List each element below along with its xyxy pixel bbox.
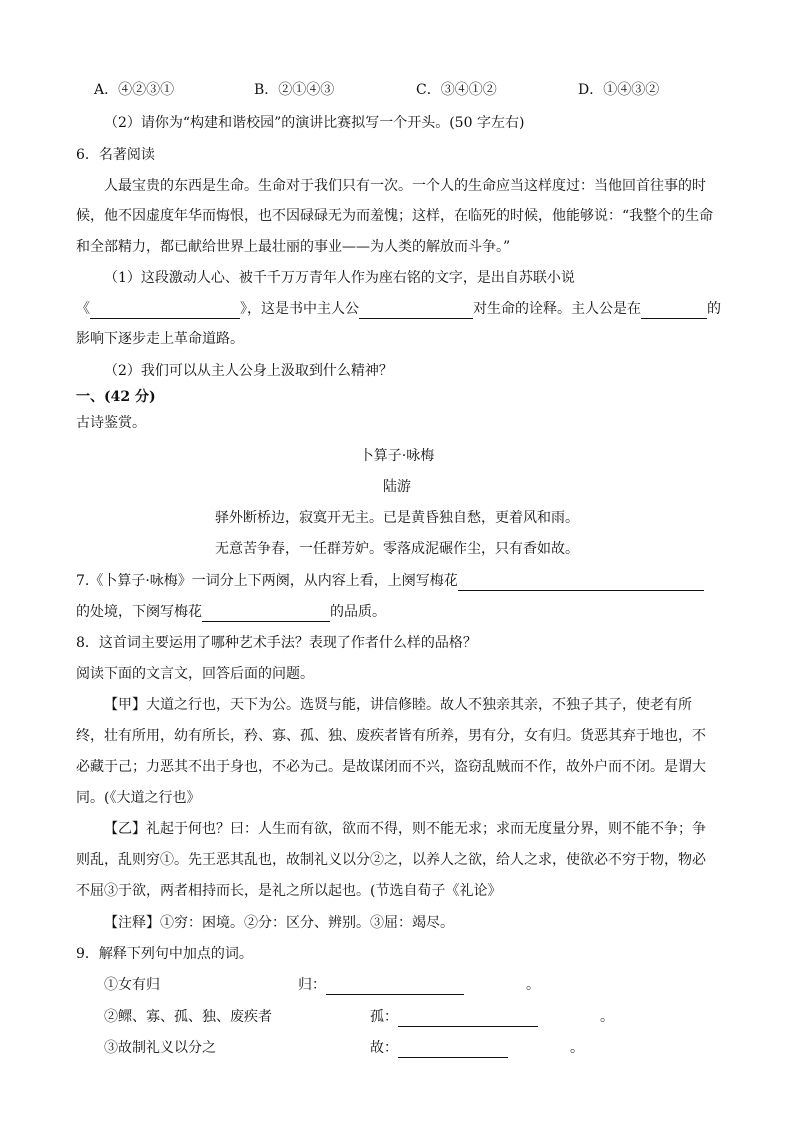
answer-blank-gu2[interactable]	[398, 1041, 508, 1058]
question-7-cont	[76, 602, 386, 622]
fill-text: 》，这是书中主人公	[240, 301, 359, 317]
q9-item-word: 故：	[370, 1040, 398, 1056]
fill-text: 的品质。	[330, 604, 386, 620]
fill-text: 7.《卜算子·咏梅》一词分上下两阕，从内容上看，上阕写梅花	[76, 573, 458, 589]
book-open-bracket: 《	[76, 301, 90, 317]
passage-jia-line: 终，壮有所用，幼有所长，矜、寡、孤、独、废疾者皆有所养，男有分，女有归。货恶其弃于地也，不	[76, 728, 706, 744]
option-c: C．③④①②	[416, 82, 497, 98]
answer-blank-quality[interactable]	[202, 605, 330, 622]
q9-item-sentence: ①女有归	[104, 977, 160, 993]
passage-yi-line: 不屈③于欲，两者相持而长，是礼之所以起也。(节选自荀子《礼论》	[76, 883, 502, 899]
fill-text: 的	[707, 301, 721, 317]
answer-blank-gu[interactable]	[398, 1010, 538, 1027]
q9-item-word: 归：	[298, 977, 326, 993]
passage-jia-line: 【甲】大道之行也，天下为公。选贤与能，讲信修睦。故人不独亲其亲，不独子其子，使老有所	[104, 697, 692, 713]
passage-line: 候，他不因虚度年华而悔恨，也不因碌碌无为而羞愧；这样，在临死的时候，他能够说：“我整个的生命	[76, 208, 714, 224]
passage-jia-line: 同。(《大道之行也》	[76, 790, 201, 806]
option-a: A．④②③①	[94, 82, 175, 98]
answer-blank-gui[interactable]	[326, 978, 464, 995]
q9-item-sentence: ②鳏、寡、孤、独、废疾者	[104, 1009, 272, 1025]
section-heading: 一、(42 分)	[76, 389, 156, 405]
option-b: B．②①④③	[254, 82, 335, 98]
poem-title: 卜算子·咏梅	[359, 448, 435, 464]
question-6-1-end: 影响下逐步走上革命道路。	[76, 331, 244, 347]
q9-item-end: 。	[600, 1009, 614, 1025]
passage-jia-line: 必藏于己；力恶其不出于身也，不必为己。是故谋闭而不兴，盗窃乱贼而不作，故外户而不闭。是谓大	[76, 759, 706, 775]
passage-line: 和全部精力，都已献给世界上最壮丽的事业——为人类的解放而斗争。”	[76, 239, 511, 255]
fill-text: 的处境，下阕写梅花	[76, 604, 202, 620]
poem-line: 驿外断桥边，寂寞开无主。已是黄昏独自愁，更着风和雨。	[215, 510, 579, 526]
section-intro: 古诗鉴赏。	[76, 415, 146, 431]
question-9-title: 9．解释下列句中加点的词。	[76, 946, 253, 962]
question-8: 8．这首词主要运用了哪种艺术手法？表现了作者什么样的品格？	[76, 635, 477, 651]
q9-item-answer	[370, 1038, 508, 1058]
question-6-2: （2）我们可以从主人公身上汲取到什么精神？	[104, 363, 393, 379]
fill-text: 对生命的诠释。主人公是在	[473, 301, 641, 317]
question-6-1: （1）这段激动人心、被千千万万青年人作为座右铭的文字，是出自苏联小说	[104, 270, 575, 286]
q9-item-end: 。	[526, 977, 540, 993]
poem-line: 无意苦争春，一任群芳妒。零落成泥碾作尘，只有香如故。	[215, 541, 579, 557]
q9-item-end: 。	[570, 1040, 584, 1056]
passage-yi-line: 【乙】礼起于何也？曰：人生而有欲，欲而不得，则不能无求；求而无度量分界，则不能不争；争	[104, 821, 706, 837]
option-d: D．①④③②	[578, 82, 660, 98]
answer-blank-influence[interactable]	[641, 302, 707, 319]
notes: 【注释】①穷：困境。②分：区分、辨别。③屈：竭尽。	[104, 915, 454, 931]
answer-blank-protagonist[interactable]	[359, 302, 473, 319]
q9-item-answer	[298, 975, 464, 995]
q9-item-sentence: ③故制礼义以分之	[104, 1040, 216, 1056]
poem-author: 陆游	[383, 479, 411, 495]
q9-item-word: 孤：	[370, 1009, 398, 1025]
answer-blank-book[interactable]	[90, 302, 240, 319]
question-6-1-blanks	[76, 299, 721, 319]
passage-yi-line: 则乱，乱则穷①。先王恶其乱也，故制礼义以分②之，以养人之欲，给人之求，使欲必不穷于物，物必	[76, 852, 706, 868]
answer-blank-situation[interactable]	[458, 574, 704, 591]
question-6-title: 6．名著阅读	[76, 147, 155, 163]
q9-item-answer	[370, 1007, 538, 1027]
reading-intro: 阅读下面的文言文，回答后面的问题。	[76, 666, 314, 682]
question-7	[76, 571, 704, 591]
passage-line: 人最宝贵的东西是生命。生命对于我们只有一次。一个人的生命应当这样度过：当他回首往事的时	[104, 178, 706, 194]
question-5-2: （2）请你为“构建和谐校园”的演讲比赛拟写一个开头。(50 字左右)	[104, 115, 525, 131]
